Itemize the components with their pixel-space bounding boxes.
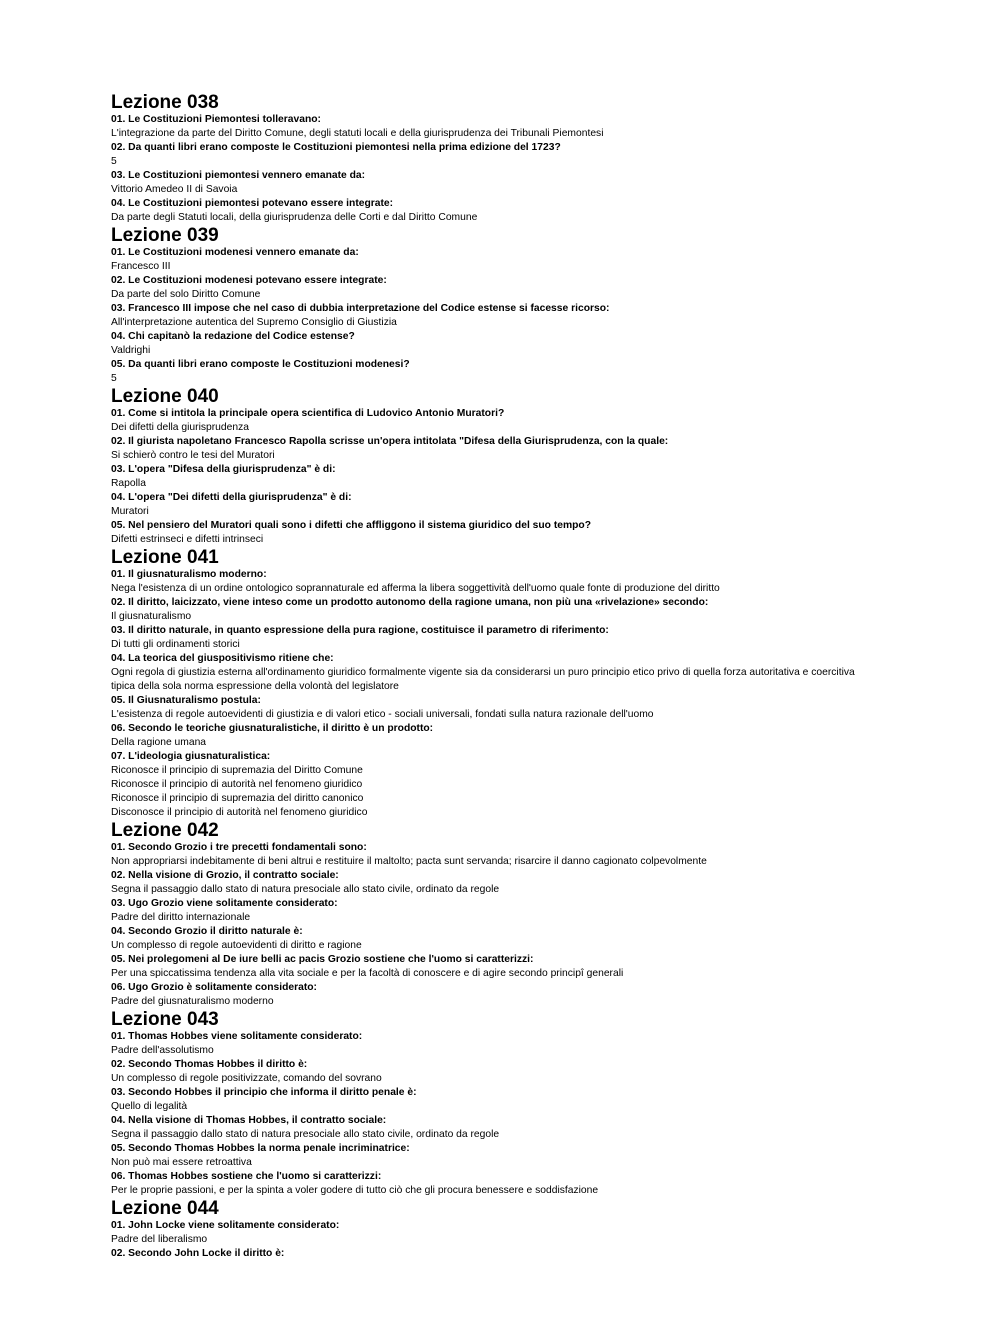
answer-text: All'interpretazione autentica del Supremo Consiglio di Giustizia <box>111 317 397 328</box>
answer-text: Nega l'esistenza di un ordine ontologico soprannaturale ed afferma la libera soggettività dell'uomo quale fonte di produzione del diritto <box>111 583 720 594</box>
answer-text: Riconosce il principio di autorità nel fenomeno giuridico <box>111 779 363 790</box>
lesson-title: Lezione 038 <box>111 92 219 113</box>
question-text: 01. Secondo Grozio i tre precetti fondamentali sono: <box>111 842 367 853</box>
lesson-section <box>111 92 871 225</box>
question-text: 01. Il giusnaturalismo moderno: <box>111 569 267 580</box>
question-text: 07. L'ideologia giusnaturalistica: <box>111 751 271 762</box>
answer-text: Dei difetti della giurisprudenza <box>111 422 249 433</box>
question-text: 04. Nella visione di Thomas Hobbes, il contratto sociale: <box>111 1115 387 1126</box>
answer-text: Padre del diritto internazionale <box>111 912 251 923</box>
answer-text: Della ragione umana <box>111 737 207 748</box>
question-text: 03. Le Costituzioni piemontesi vennero emanate da: <box>111 170 366 181</box>
answer-text: 5 <box>111 156 117 167</box>
question-text: 03. Il diritto naturale, in quanto espressione della pura ragione, costituisce il parametro di riferimento: <box>111 625 609 636</box>
answer-text: Un complesso di regole autoevidenti di diritto e ragione <box>111 940 362 951</box>
lesson-title: Lezione 043 <box>111 1009 219 1030</box>
question-text: 05. Il Giusnaturalismo postula: <box>111 695 261 706</box>
question-text: 05. Secondo Thomas Hobbes la norma penale incriminatrice: <box>111 1143 410 1154</box>
answer-text: Rapolla <box>111 478 146 489</box>
question-text: 04. Le Costituzioni piemontesi potevano essere integrate: <box>111 198 394 209</box>
answer-text: Padre del giusnaturalismo moderno <box>111 996 274 1007</box>
question-text: 02. Il giurista napoletano Francesco Rapolla scrisse un'opera intitolata "Difesa della Giurisprudenza, con la quale: <box>111 436 669 447</box>
question-text: 06. Ugo Grozio è solitamente considerato: <box>111 982 317 993</box>
answer-text: Da parte del solo Diritto Comune <box>111 289 261 300</box>
question-text: 06. Thomas Hobbes sostiene che l'uomo si caratterizzi: <box>111 1171 382 1182</box>
lesson-title: Lezione 042 <box>111 820 219 841</box>
answer-text: Per una spiccatissima tendenza alla vita sociale e per la facoltà di conoscere e di agire secondo principî generali <box>111 968 624 979</box>
answer-text: L'integrazione da parte del Diritto Comune, degli statuti locali e della giurisprudenza dei Tribunali Piemontesi <box>111 128 604 139</box>
question-text: 01. Thomas Hobbes viene solitamente considerato: <box>111 1031 363 1042</box>
answer-text: Si schierò contro le tesi del Muratori <box>111 450 275 461</box>
question-text: 03. Ugo Grozio viene solitamente considerato: <box>111 898 338 909</box>
question-text: 04. Secondo Grozio il diritto naturale è: <box>111 926 303 937</box>
answer-text: Disconosce il principio di autorità nel fenomeno giuridico <box>111 807 368 818</box>
answer-text: Ogni regola di giustizia esterna all'ordinamento giuridico formalmente vigente sia da considerarsi un puro principio etico privo di quella forza autoritativa e coercitiva tipica della sola norma espressione della volontà del legislatore <box>111 667 855 692</box>
answer-text: Di tutti gli ordinamenti storici <box>111 639 240 650</box>
answer-text: L'esistenza di regole autoevidenti di giustizia e di valori etico - sociali universali, fondati sulla natura razionale dell'uomo <box>111 709 654 720</box>
question-text: 05. Da quanti libri erano composte le Costituzioni modenesi? <box>111 359 410 370</box>
answer-text: Difetti estrinseci e difetti intrinseci <box>111 534 264 545</box>
question-text: 04. L'opera "Dei difetti della giurisprudenza" è di: <box>111 492 352 503</box>
answer-text: Padre del liberalismo <box>111 1234 208 1245</box>
lesson-title: Lezione 041 <box>111 547 219 568</box>
lesson-section <box>111 547 871 820</box>
answer-text: Vittorio Amedeo II di Savoia <box>111 184 238 195</box>
answer-text: Riconosce il principio di supremazia del Diritto Comune <box>111 765 363 776</box>
question-text: 02. Nella visione di Grozio, il contratto sociale: <box>111 870 339 881</box>
question-text: 03. L'opera "Difesa della giurisprudenza" è di: <box>111 464 336 475</box>
question-text: 02. Le Costituzioni modenesi potevano essere integrate: <box>111 275 387 286</box>
answer-text: Segna il passaggio dallo stato di natura presociale allo stato civile, ordinato da regole <box>111 884 500 895</box>
question-text: 04. Chi capitanò la redazione del Codice estense? <box>111 331 355 342</box>
answer-text: Padre dell'assolutismo <box>111 1045 214 1056</box>
lesson-title: Lezione 040 <box>111 386 219 407</box>
lesson-section <box>111 386 871 547</box>
question-text: 02. Secondo John Locke il diritto è: <box>111 1248 285 1259</box>
question-text: 02. Secondo Thomas Hobbes il diritto è: <box>111 1059 308 1070</box>
answer-text: Riconosce il principio di supremazia del diritto canonico <box>111 793 364 804</box>
question-text: 02. Il diritto, laicizzato, viene inteso come un prodotto autonomo della ragione umana, non più una «rivelazione» secondo: <box>111 597 709 608</box>
answer-text: 5 <box>111 373 117 384</box>
lesson-section <box>111 1009 871 1198</box>
question-text: 05. Nei prolegomeni al De iure belli ac pacis Grozio sostiene che l'uomo si caratterizzi: <box>111 954 534 965</box>
question-text: 06. Secondo le teoriche giusnaturalistiche, il diritto è un prodotto: <box>111 723 434 734</box>
lesson-title: Lezione 039 <box>111 225 219 246</box>
question-text: 03. Francesco III impose che nel caso di dubbia interpretazione del Codice estense si facesse ricorso: <box>111 303 610 314</box>
answer-text: Muratori <box>111 506 149 517</box>
answer-text: Non appropriarsi indebitamente di beni altrui e restituire il maltolto; pacta sunt servanda; risarcire il danno cagionato colpevolmente <box>111 856 707 867</box>
answer-text: Da parte degli Statuti locali, della giurisprudenza delle Corti e dal Diritto Comune <box>111 212 478 223</box>
question-text: 03. Secondo Hobbes il principio che informa il diritto penale è: <box>111 1087 417 1098</box>
question-text: 01. Le Costituzioni modenesi vennero emanate da: <box>111 247 359 258</box>
lesson-section <box>111 820 871 1009</box>
answer-text: Quello di legalità <box>111 1101 188 1112</box>
question-text: 01. Come si intitola la principale opera scientifica di Ludovico Antonio Muratori? <box>111 408 505 419</box>
answer-text: Per le proprie passioni, e per la spinta a voler godere di tutto ciò che gli procura benessere e soddisfazione <box>111 1185 599 1196</box>
question-text: 04. La teorica del giuspositivismo ritiene che: <box>111 653 334 664</box>
answer-text: Il giusnaturalismo <box>111 611 192 622</box>
lesson-title: Lezione 044 <box>111 1198 219 1219</box>
document-body <box>111 92 871 1261</box>
question-text: 05. Nel pensiero del Muratori quali sono i difetti che affliggono il sistema giuridico del suo tempo? <box>111 520 592 531</box>
question-text: 02. Da quanti libri erano composte le Costituzioni piemontesi nella prima edizione del 1723? <box>111 142 561 153</box>
answer-text: Un complesso di regole positivizzate, comando del sovrano <box>111 1073 382 1084</box>
answer-text: Segna il passaggio dallo stato di natura presociale allo stato civile, ordinato da regole <box>111 1129 500 1140</box>
answer-text: Francesco III <box>111 261 171 272</box>
lesson-section <box>111 1198 871 1261</box>
answer-text: Valdrighi <box>111 345 151 356</box>
question-text: 01. John Locke viene solitamente considerato: <box>111 1220 340 1231</box>
answer-text: Non può mai essere retroattiva <box>111 1157 252 1168</box>
lesson-section <box>111 225 871 386</box>
question-text: 01. Le Costituzioni Piemontesi tolleravano: <box>111 114 321 125</box>
